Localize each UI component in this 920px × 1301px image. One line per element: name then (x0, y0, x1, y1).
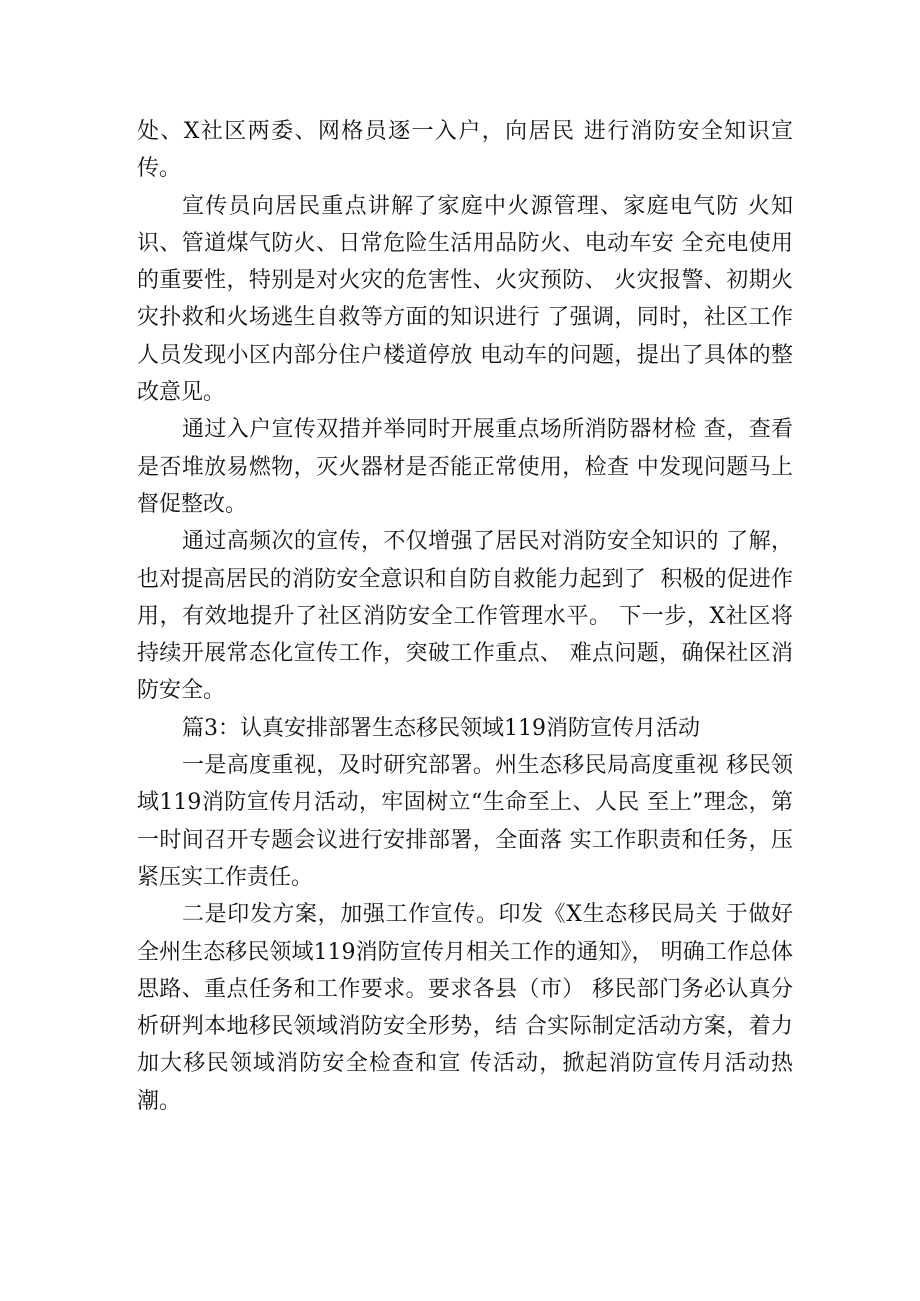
paragraph-3: 通过入户宣传双措并举同时开展重点场所消防器材检 查，查看是否堆放易燃物，灭火器材是否能正常使用，检查 中发现问题马上督促整改。 (137, 417, 793, 517)
paragraph-1: 处、X社区两委、网格员逐一入户，向居民 进行消防安全知识宣传。 (137, 119, 793, 182)
paragraph-5: 一是高度重视，及时研究部署。州生态移民局高度重视 移民领域119消防宣传月活动，牢固树立“生命至上、人民 至上”理念，第一时间召开专题会议进行安排部署，全面落 实工作职责和任务，压紧压实工作责任。 (137, 753, 793, 890)
paragraph-2: 宣传员向居民重点讲解了家庭中火源管理、家庭电气防 火知识、管道煤气防火、日常危险生活用品防火、电动车安 全充电使用的重要性，特别是对火灾的危害性、火灾预防、 火灾报警、初期火灾扑救和火场逃生自救等方面的知识进行 了强调，同时，社区工作人员发现小区内部分住户楼道停放 电动车的问题，提出了具体的整改意见。 (137, 193, 793, 406)
paragraph-6: 二是印发方案，加强工作宣传。印发《X生态移民局关 于做好全州生态移民领域119消防宣传月相关工作的通知》， 明确工作总体思路、重点任务和工作要求。要求各县（市） 移民部门务必认真分析研判本地移民领域消防安全形势，结 合实际制定活动方案，着力加大移民领域消防安全检查和宣 传活动，掀起消防宣传月活动热潮。 (137, 902, 793, 1114)
section-heading: 篇3：认真安排部署生态移民领域119消防宣传月活动 (182, 715, 700, 741)
paragraph-4: 通过高频次的宣传，不仅增强了居民对消防安全知识的 了解，也对提高居民的消防安全意识和自防自救能力起到了 积极的促进作用，有效地提升了社区消防安全工作管理水平。 下一步，X社区将持续开展常态化宣传工作，突破工作重点、 难点问题，确保社区消防安全。 (137, 529, 793, 704)
document-body (137, 113, 793, 1120)
